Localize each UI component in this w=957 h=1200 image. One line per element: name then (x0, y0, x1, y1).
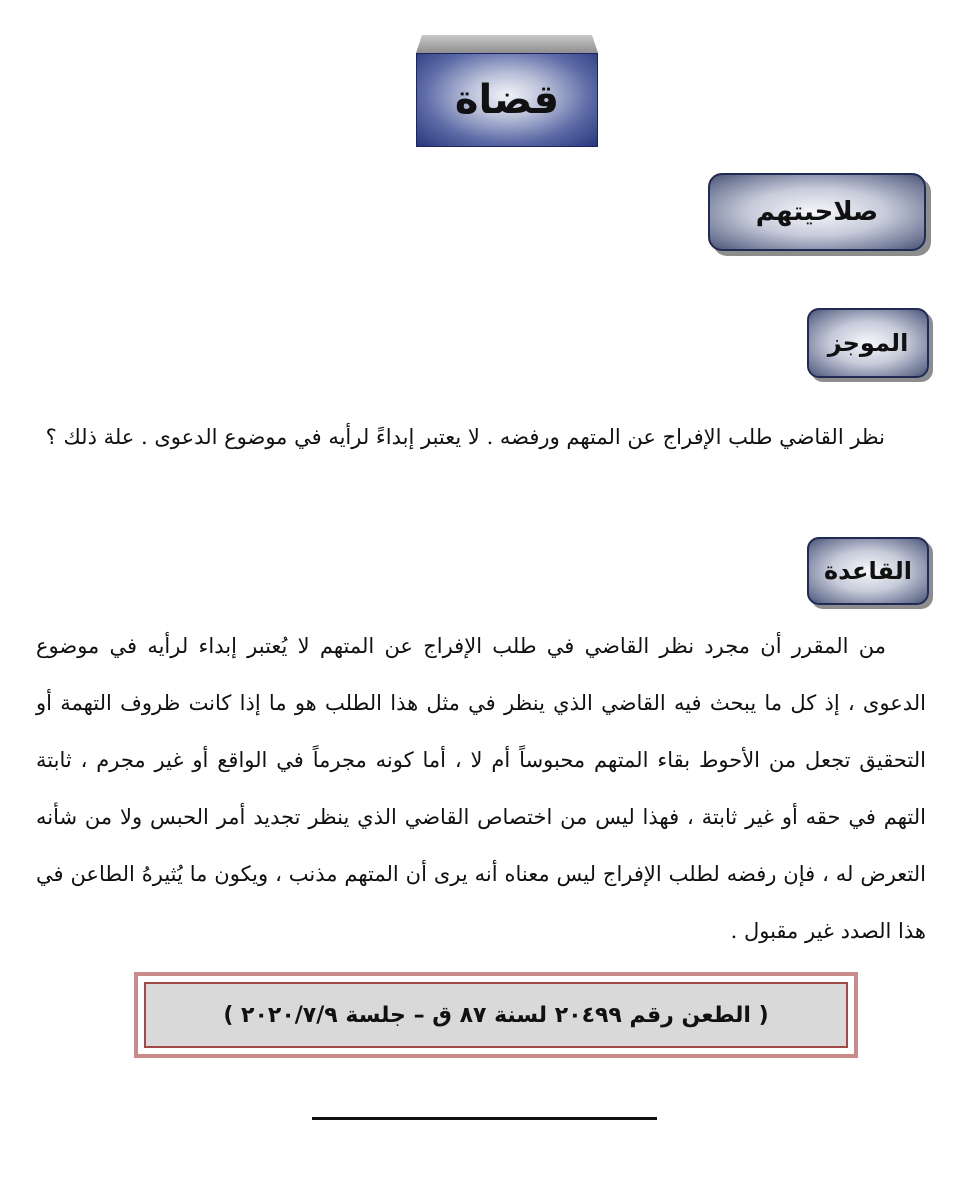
summary-heading-box (807, 308, 929, 378)
document-title: قضاة (454, 77, 560, 123)
rule-paragraph (36, 618, 926, 960)
rule-heading-box (807, 537, 929, 605)
summary-paragraph (40, 408, 925, 466)
document-title-box (416, 35, 598, 147)
end-divider (312, 1117, 657, 1120)
summary-heading: الموجز (827, 329, 909, 357)
citation-text: ( الطعن رقم ٢٠٤٩٩ لسنة ٨٧ ق – جلسة ٢٠٢٠/٧/٩ ) (223, 1002, 769, 1028)
citation-box (134, 972, 858, 1058)
section-heading-box (708, 173, 926, 251)
title-bevel (416, 35, 598, 53)
section-heading: صلاحيتهم (755, 197, 879, 227)
citation-inner (144, 982, 848, 1048)
title-face (416, 53, 598, 147)
rule-heading: القاعدة (824, 557, 912, 585)
summary-text: نظر القاضي طلب الإفراج عن المتهم ورفضه . لا يعتبر إبداءً لرأيه في موضوع الدعوى . علة ذلك ؟ (45, 425, 885, 449)
rule-text: من المقرر أن مجرد نظر القاضي في طلب الإفراج عن المتهم لا يُعتبر إبداء لرأيه في موضوع الدعوى ، إذ كل ما يبحث فيه القاضي الذي ينظر في مثل هذا الطلب هو ما إذا كانت ظروف التهمة أو التحقيق تجعل من الأحوط بقاء المتهم محبوساً أم لا ، أما كونه مجرماً في الواقع أو غير مجرم ، ثابتة التهم في حقه أو غير ثابتة ، فهذا ليس من اختصاص القاضي الذي ينظر تجديد أمر الحبس ولا من شأنه التعرض له ، فإن رفضه لطلب الإفراج ليس معناه أنه يرى أن المتهم مذنب ، ويكون ما يُثيرهُ الطاعن في هذا الصدد غير مقبول . (36, 634, 926, 943)
